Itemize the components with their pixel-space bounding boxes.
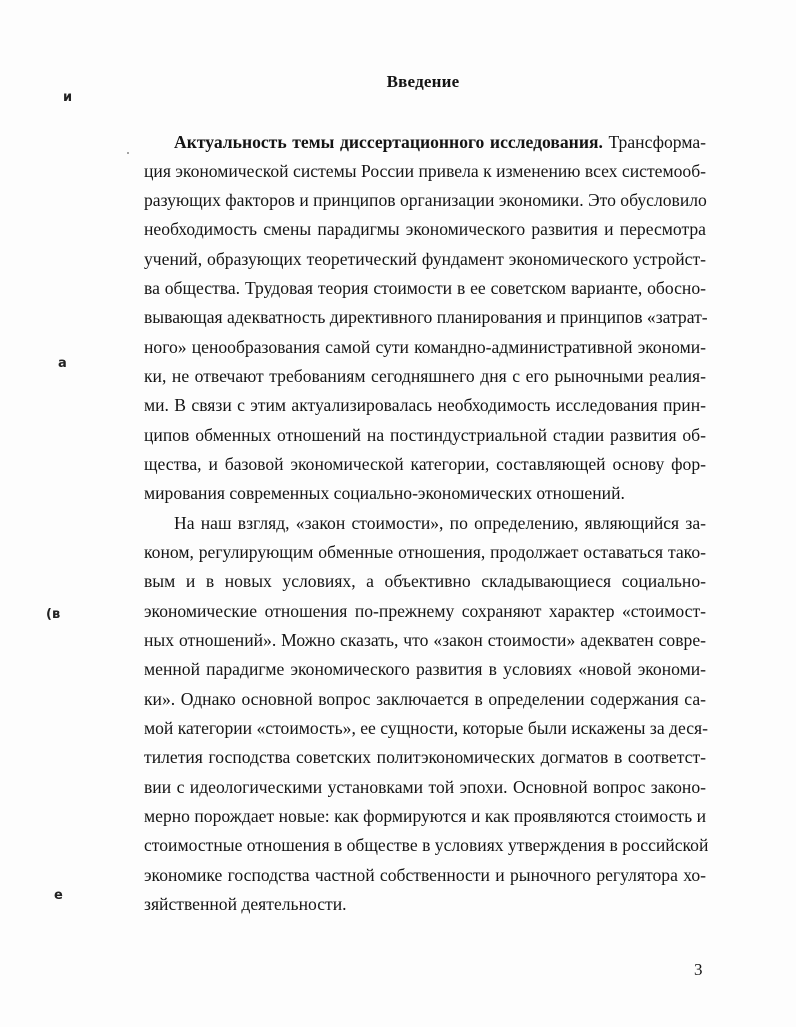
text-line: ного» ценообразования самой сути командно-административной экономи- bbox=[144, 337, 706, 357]
text-line: ципов обменных отношений на постиндустриальной стадии развития об- bbox=[144, 425, 706, 445]
text-line: ция экономической системы России привела к изменению всех системооб- bbox=[144, 161, 706, 181]
text-line: экономические отношения по-прежнему сохраняют характер «стоимост- bbox=[144, 601, 706, 621]
text-line: ки». Однако основной вопрос заключается в определении содержания са- bbox=[144, 689, 706, 709]
text-line: коном, регулирующим обменные отношения, продолжает оставаться тако- bbox=[144, 542, 706, 562]
text-line: учений, образующих теоретический фундамент экономического устройст- bbox=[144, 249, 706, 269]
text-line: вии с идеологическими установками той эпохи. Основной вопрос законо- bbox=[144, 777, 706, 797]
text-line: тилетия господства советских политэкономических догматов в соответст- bbox=[144, 747, 706, 767]
text-line: необходимость смены парадигмы экономического развития и пересмотра bbox=[144, 219, 706, 239]
text-line: стоимостные отношения в обществе в условиях утверждения в российской bbox=[144, 835, 709, 855]
text-line: вывающая адекватность директивного планирования и принципов «затрат- bbox=[144, 307, 708, 327]
margin-mark: a bbox=[58, 356, 67, 371]
text-line: ва общества. Трудовая теория стоимости в ее советском варианте, обосно- bbox=[144, 278, 706, 298]
text-line: ки, не отвечают требованиям сегодняшнего дня с его рыночными реалия- bbox=[144, 366, 706, 386]
paragraph-1-lead-rest: Трансформа- bbox=[602, 132, 707, 152]
text-line: ми. В связи с этим актуализировалась необходимость исследования прин- bbox=[144, 395, 706, 415]
page-title: Введение bbox=[386, 72, 460, 91]
scan-speck bbox=[127, 152, 129, 154]
page-number: 3 bbox=[694, 960, 703, 979]
margin-mark: и bbox=[63, 90, 73, 105]
paragraph-1-lead: Актуальность темы диссертационного исследования. bbox=[174, 132, 603, 152]
margin-mark: e bbox=[54, 888, 63, 903]
text-line: менной парадигме экономического развития в условиях «новой экономи- bbox=[144, 659, 706, 679]
margin-mark: (в bbox=[46, 607, 61, 622]
text-line: мой категории «стоимость», ее сущности, которые были искажены за деся- bbox=[144, 718, 708, 738]
text-line: ных отношений». Можно сказать, что «закон стоимости» адекватен совре- bbox=[144, 630, 706, 650]
text-line: разующих факторов и принципов организации экономики. Это обусловило bbox=[144, 190, 707, 210]
text-line: мерно порождает новые: как формируются и как проявляются стоимость и bbox=[144, 806, 706, 826]
text-line: экономике господства частной собственности и рыночного регулятора хо- bbox=[144, 865, 706, 885]
paragraph-2-line-1: На наш взгляд, «закон стоимости», по определению, являющийся за- bbox=[174, 513, 706, 533]
text-line: щества, и базовой экономической категории, составляющей основу фор- bbox=[144, 454, 706, 474]
text-line: зяйственной деятельности. bbox=[144, 894, 347, 914]
paragraph-1-line-1 bbox=[174, 131, 706, 153]
text-line: мирования современных социально-экономических отношений. bbox=[144, 483, 625, 503]
text-line: вым и в новых условиях, а объективно складывающиеся социально- bbox=[144, 571, 706, 591]
